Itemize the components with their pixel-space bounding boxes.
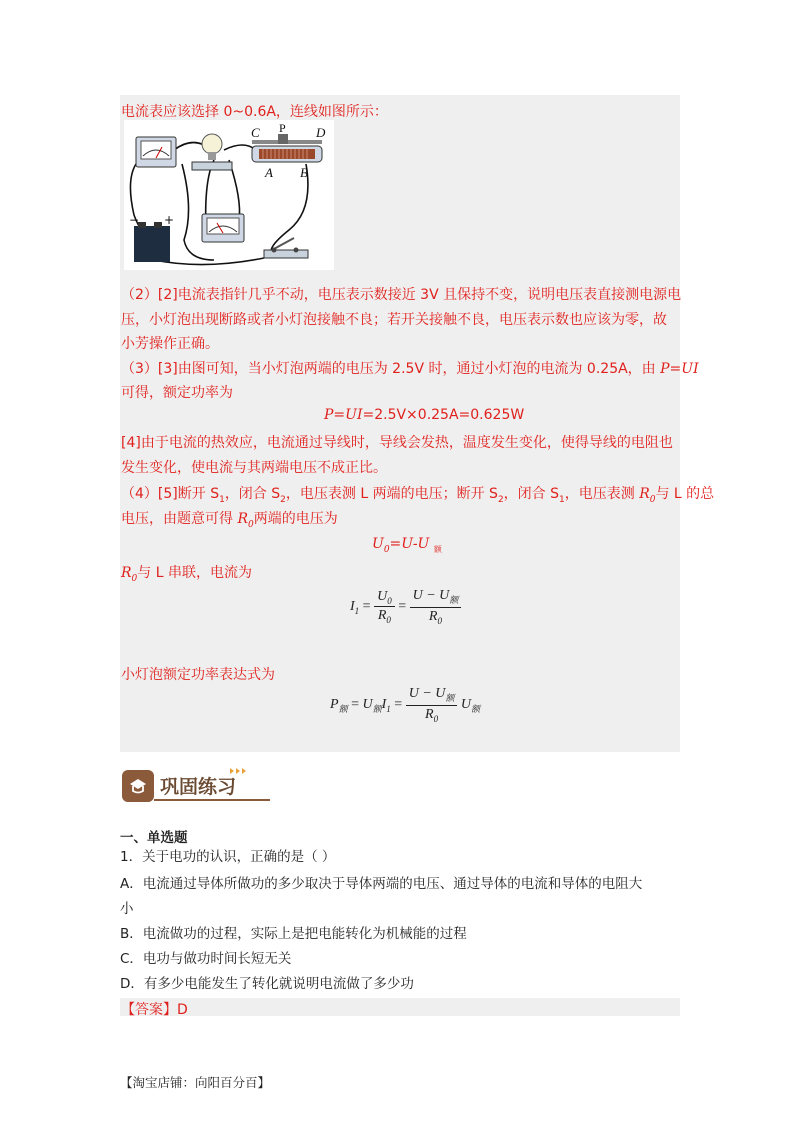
- q2-line-1: （2）[2]电流表指针几乎不动，电压表示数接近 3V 且保持不变，说明电压表直接测电源电: [121, 287, 682, 303]
- q4-line-1: [4]由于电流的热效应，电流通过导线时，导线会发热，温度发生变化，使得导线的电阻也: [121, 435, 673, 451]
- section-badge-text: 巩固练习: [160, 776, 237, 798]
- q5-line-2: 电压，由题意可得 $R_0$两端的电压为: [121, 511, 338, 530]
- section-heading: 一、单选题: [120, 830, 188, 846]
- u0-formula: $U_0=U-U$ $_额$: [372, 536, 442, 555]
- current-formula: $I_1$ = $\frac{U_0}{R_0}$ = $\frac{U - U_额}{R_0}$: [350, 588, 461, 626]
- q3-formula: P=UI=2.5V×0.25A=0.625W: [324, 407, 525, 423]
- battery-plus: +: [164, 213, 175, 227]
- power-formula: $P_额 = U_额I_1$ = $\frac{U - U_额}{R_0}$ $U_额$: [330, 686, 481, 724]
- circuit-label-b: B: [300, 165, 308, 180]
- circuit-label-c: C: [251, 125, 260, 140]
- question-1: 1．关于电功的认识，正确的是（ ）: [120, 849, 336, 865]
- battery-minus: −: [129, 213, 140, 227]
- q3-line-1: （3）[3]由图可知，当小灯泡两端的电压为 2.5V 时，通过小灯泡的电流为 0.25A，由 P=UI: [121, 361, 699, 377]
- q4-line-2: 发生变化，使电流与其两端电压不成正比。: [121, 460, 387, 476]
- circuit-label-a: A: [265, 165, 273, 180]
- solution-line-1: 电流表应该选择 0~0.6A，连线如图所示：: [121, 104, 388, 120]
- circuit-diagram: [124, 120, 334, 270]
- option-c: C．电功与做功时间长短无关: [120, 951, 292, 967]
- q2-line-3: 小芳操作正确。: [121, 336, 219, 352]
- answer: 【答案】D: [121, 1002, 188, 1018]
- option-d: D．有多少电能发生了转化就说明电流做了多少功: [120, 976, 414, 992]
- q5-line-1: （4）[5]断开 $S_1$，闭合 $S_2$，电压表测 L 两端的电压；断开 $S_2$，闭合 $S_1$，电压表测 $R_0$与 L 的总: [121, 486, 715, 505]
- option-a-line-1: A．电流通过导体所做功的多少取决于导体两端的电压、通过导体的电流和导体的电阻大: [120, 876, 643, 892]
- circuit-label-d: D: [316, 125, 326, 140]
- circuit-label-p: P: [279, 121, 286, 135]
- option-a-line-2: 小: [120, 901, 134, 917]
- fraction-u0-r0: $\frac{U_0}{R_0}$: [374, 589, 395, 626]
- q3-line-2: 可得，额定功率为: [121, 385, 233, 401]
- option-b: B．电流做功的过程，实际上是把电能转化为机械能的过程: [120, 926, 467, 942]
- answer-bar: [120, 998, 680, 1016]
- section-badge: [122, 768, 272, 804]
- power-text: 小灯泡额定功率表达式为: [121, 667, 275, 683]
- fraction-power: $\frac{U - U_额}{R_0}$: [406, 686, 458, 724]
- footer-shop: 【淘宝店铺：向阳百分百】: [120, 1075, 271, 1090]
- q2-line-2: 压，小灯泡出现断路或者小灯泡接触不良；若开关接触不良，电压表示数也应该为零，故: [121, 312, 667, 328]
- fraction-u-minus-ue: $\frac{U - U_额}{R_0}$: [410, 588, 462, 626]
- series-text: $R_0$与 L 串联，电流为: [121, 565, 252, 584]
